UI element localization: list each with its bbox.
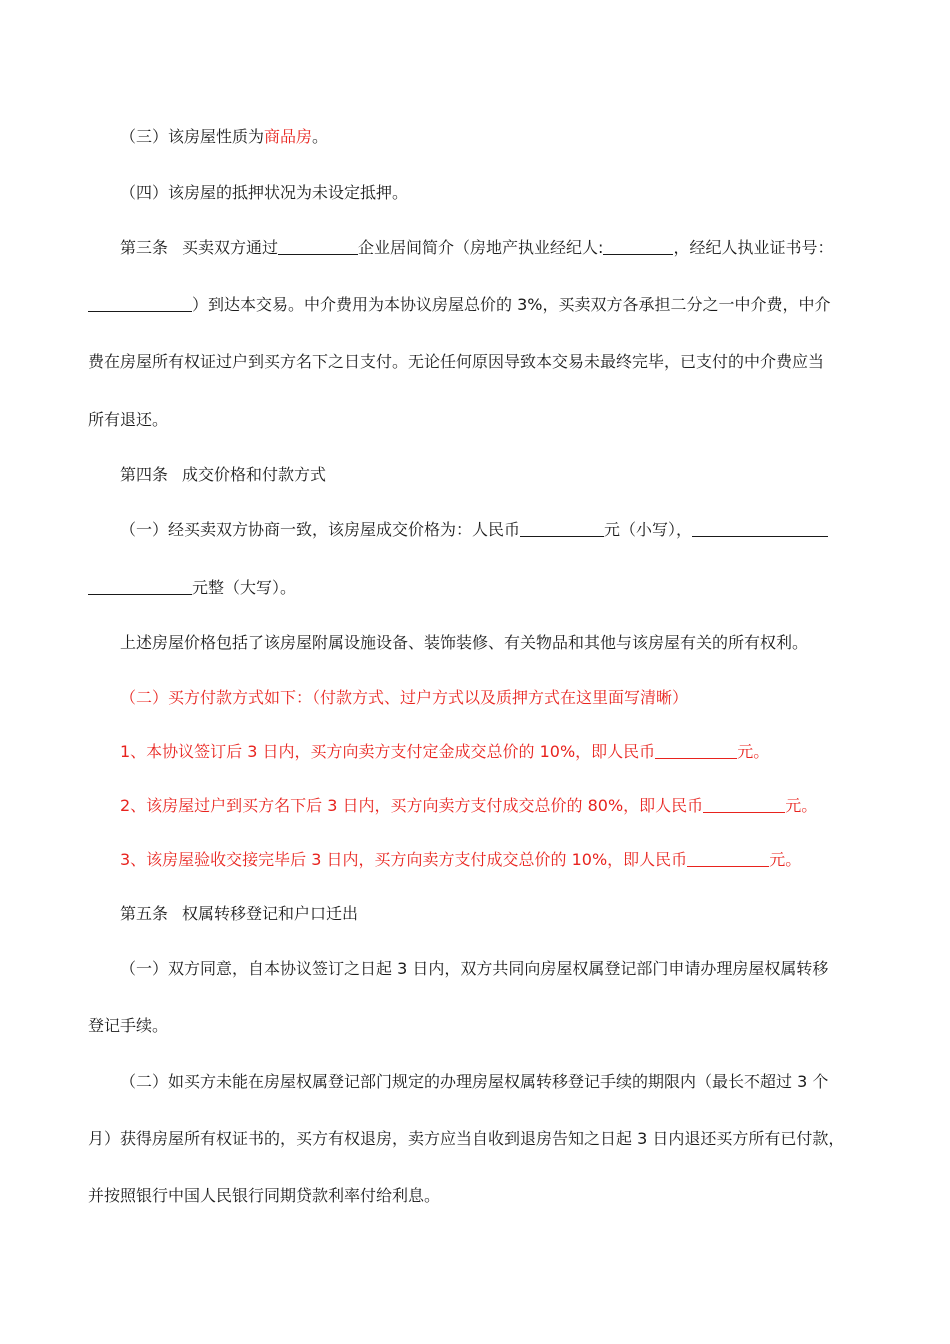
article-3-line-4: 所有退还。 xyxy=(88,410,169,429)
article-3-line-1: 第三条 买卖双方通过 企业居间简介（房地产执业经纪人: ，经纪人执业证书号： xyxy=(120,238,834,257)
clause-4-1-line-2: 元整（大写）。 xyxy=(88,577,868,599)
clause-5-1-line-1: （一）双方同意，自本协议签订之日起 3 日内，双方共同向房屋权属登记部门申请办理房屋权属转移 xyxy=(120,959,829,978)
blank-price-upper-part2 xyxy=(88,578,192,595)
blank-handover-amount xyxy=(687,850,769,867)
article-3-line-3: 费在房屋所有权证过户到买方名下之日支付。无论任何原因导致本交易未最终完毕，已支付的中介费应当 xyxy=(88,352,825,371)
article-3-line-2: ）到达本交易。中介费用为本协议房屋总价的 3%，买卖双方各承担二分之一中介费，中介 xyxy=(88,294,868,316)
payment-item-2: 2、该房屋过户到买方名下后 3 日内，买方向卖方支付成交总价的 80%，即人民币 元。 xyxy=(120,796,818,815)
article-5-heading: 第五条 xyxy=(120,904,169,923)
blank-price-lower xyxy=(520,520,604,537)
payment-item-1: 1、本协议签订后 3 日内，买方向卖方支付定金成交总价的 10%，即人民币 元。 xyxy=(120,742,770,761)
article-3-heading: 第三条 xyxy=(120,238,169,257)
clause-4-2-heading: （二）买方付款方式如下：（付款方式、过户方式以及质押方式在这里面写清晰） xyxy=(120,688,689,707)
clause-3-3: （三）该房屋性质为商品房。 xyxy=(120,127,329,146)
article-4-heading: 第四条 xyxy=(120,465,169,484)
blank-agent-name xyxy=(603,238,673,255)
clause-5-2-line-2: 月）获得房屋所有权证书的，买方有权退房，卖方应当自收到退房告知之日起 3 日内退还买方所有已付款， xyxy=(88,1129,845,1148)
blank-transfer-amount xyxy=(703,796,785,813)
clause-5-1-line-2: 登记手续。 xyxy=(88,1016,169,1035)
blank-deposit-amount xyxy=(655,742,737,759)
price-scope-paragraph: 上述房屋价格包括了该房屋附属设施设备、装饰装修、有关物品和其他与该房屋有关的所有权利。 xyxy=(120,633,809,652)
clause-5-2-line-3: 并按照银行中国人民银行同期贷款利率付给利息。 xyxy=(88,1186,441,1205)
article-5-heading-line: 第五条 权属转移登记和户口迁出 xyxy=(120,904,359,923)
blank-certificate-no xyxy=(88,295,192,312)
blank-company xyxy=(278,238,358,255)
clause-5-2-line-1: （二）如买方未能在房屋权属登记部门规定的办理房屋权属转移登记手续的期限内（最长不超过 3 个 xyxy=(120,1072,829,1091)
blank-price-upper-part1 xyxy=(692,520,828,537)
article-4-heading-line: 第四条 成交价格和付款方式 xyxy=(120,465,327,484)
clause-3-4: （四）该房屋的抵押状况为未设定抵押。 xyxy=(120,183,409,202)
highlight-commercial-housing: 商品房 xyxy=(264,127,313,146)
payment-item-3: 3、该房屋验收交接完毕后 3 日内，买方向卖方支付成交总价的 10%，即人民币 元。 xyxy=(120,850,802,869)
clause-4-1-line-1: （一）经买卖双方协商一致，该房屋成交价格为：人民币 元（小写）， xyxy=(120,519,900,541)
